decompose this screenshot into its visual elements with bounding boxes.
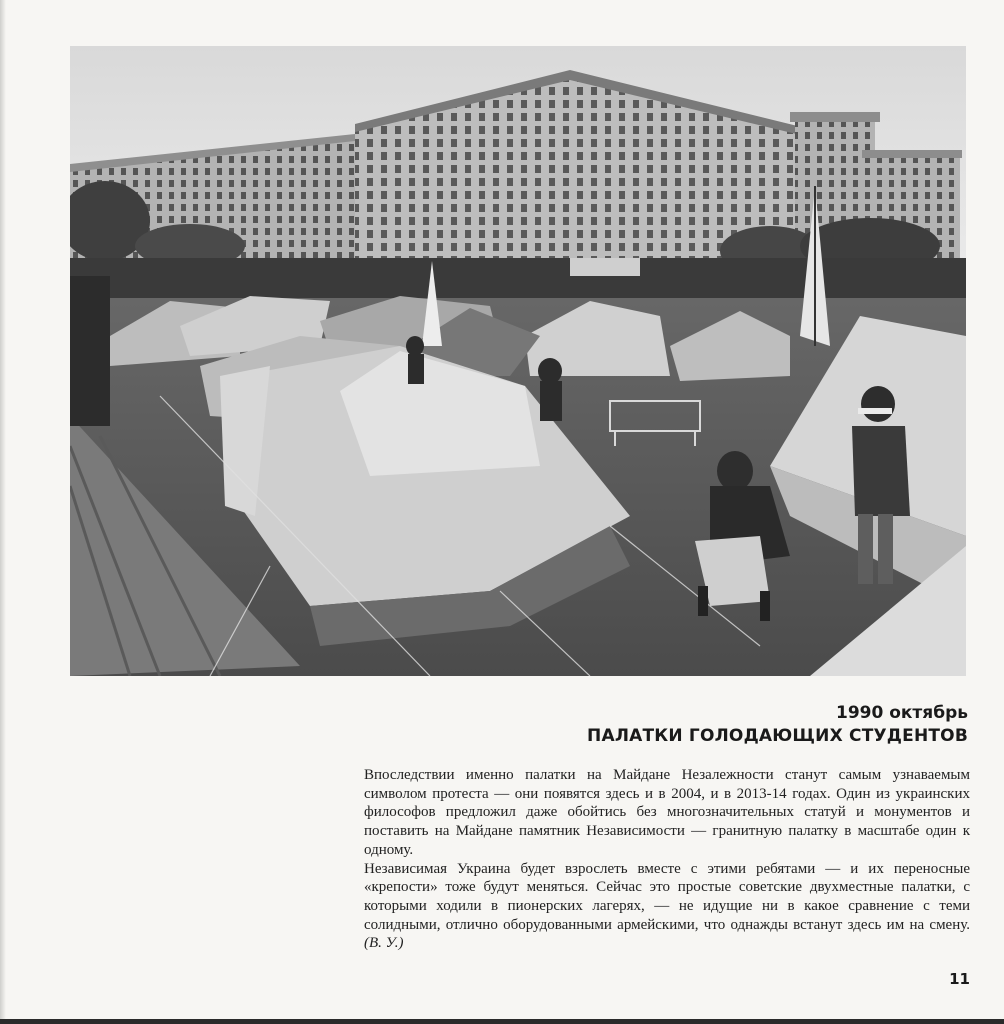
body-paragraph-1: Впоследствии именно палатки на Майдане Незалежности станут самым узнаваемым символом протеста — они появятся здесь и в 2004, и в 2013-14 годах. Один из украинских философов предложил даже обойтись без многозначительных статуй и монументов и поставить на Майдане памятник Независимости — гранитную палатку в масштабе один к одному. (364, 767, 970, 858)
protest-tent-camp-photo (70, 46, 966, 676)
page-edge-bottom (0, 1019, 1004, 1024)
body-paragraph-2 (364, 860, 970, 954)
caption-title: ПАЛАТКИ ГОЛОДАЮЩИХ СТУДЕНТОВ (587, 726, 968, 746)
caption-year: 1990 октябрь (835, 703, 968, 723)
page-number: 11 (949, 970, 970, 988)
article-body (364, 766, 970, 953)
author-signature: (В. У.) (364, 935, 404, 952)
body-paragraph-2-text: Независимая Украина будет взрослеть вместе с этими ребятами — и их переносные «крепости» тоже будут меняться. Сейчас это простые советские двухместные палатки, с которыми ходили в пионерских лагерях, — не идущие ни в какое сравнение с теми солидными, отлично оборудованными армейскими, что однажды встанут здесь им на смену. (364, 860, 970, 933)
page-edge (0, 0, 6, 1024)
